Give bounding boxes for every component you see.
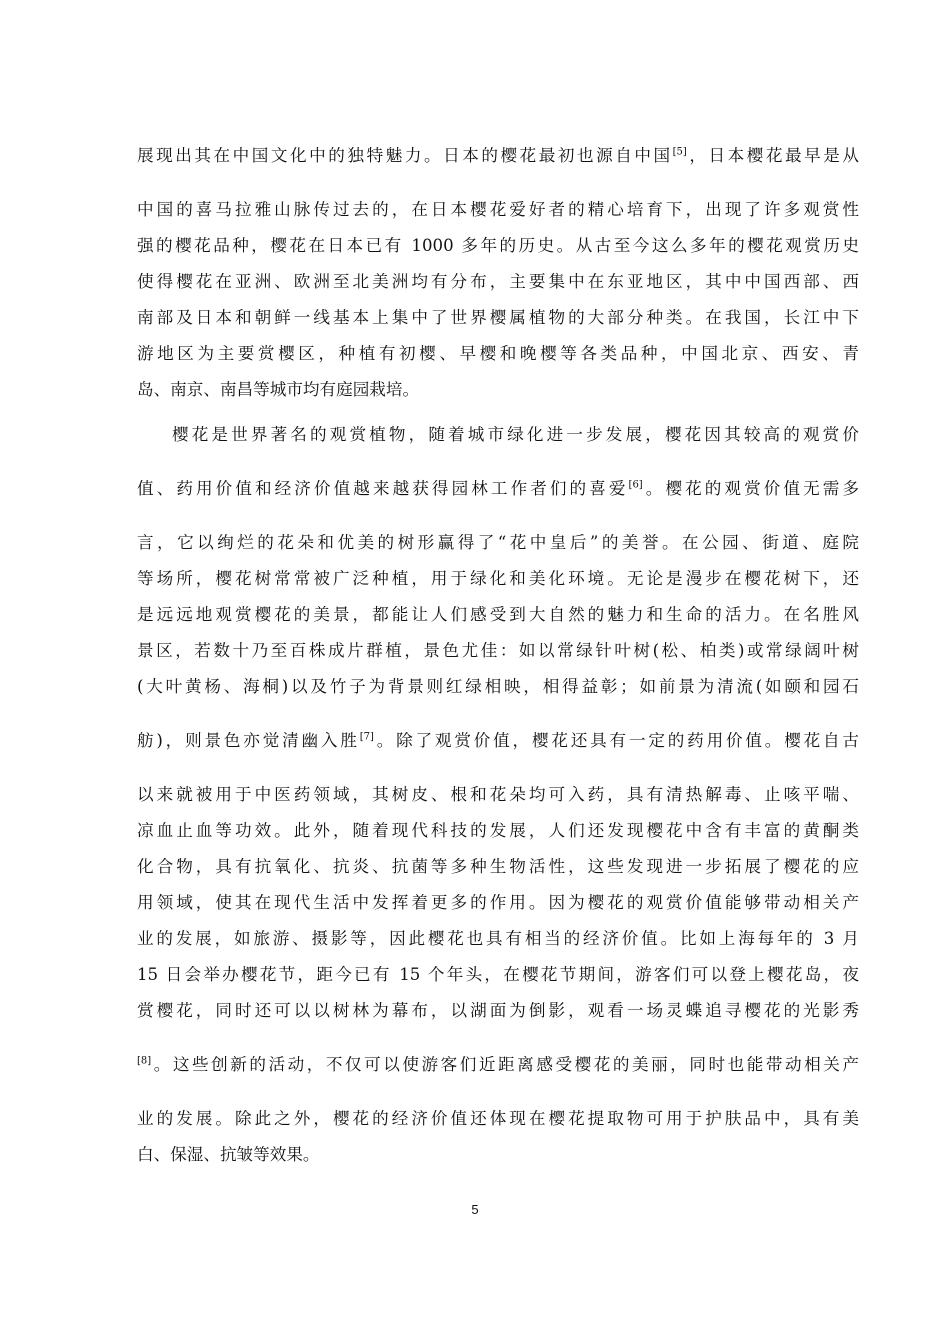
text-line	[137, 198, 859, 222]
text-run: 业的发展。除此之外，樱花的经济价值还体现在樱花提取物可用于护肤品中，具有美	[137, 1109, 859, 1128]
text-run: 游地区为主要赏樱区，种植有初樱、早樱和晚樱等各类品种，中国北京、西安、青	[137, 344, 859, 363]
text-line	[137, 144, 859, 168]
citation-superscript: [8]	[137, 1055, 152, 1067]
text-run: 值、药用价值和经济价值越来越获得园林工作者们的喜爱	[137, 479, 629, 498]
text-line	[137, 1143, 859, 1167]
text-line	[137, 855, 859, 879]
text-run: 凉血止血等功效。此外，随着现代科技的发展，人们还发现樱花中含有丰富的黄酮类	[137, 821, 859, 840]
text-run: 展现出其在中国文化中的独特魅力。日本的樱花最初也源自中国	[137, 146, 673, 165]
text-line	[137, 819, 859, 843]
text-run: 等场所，樱花树常常被广泛种植，用于绿化和美化环境。无论是漫步在樱花树下，还	[137, 569, 859, 588]
text-run: 中国的喜马拉雅山脉传过去的，在日本樱花爱好者的精心培育下，出现了许多观赏性	[137, 200, 859, 219]
text-line	[137, 783, 859, 807]
page-number: 5	[471, 1202, 479, 1217]
text-line	[137, 603, 859, 627]
text-run: 以来就被用于中医药领域，其树皮、根和花朵均可入药，具有清热解毒、止咳平喘、	[137, 785, 859, 804]
text-line	[137, 342, 859, 366]
text-run: 岛、南京、南昌等城市均有庭园栽培。	[137, 380, 420, 399]
text-line	[137, 270, 859, 294]
text-line	[137, 378, 859, 402]
text-run: 。这些创新的活动，不仅可以使游客们近距离感受樱花的美丽，同时也能带动相关产	[151, 1055, 859, 1074]
text-line	[137, 639, 859, 663]
text-line	[137, 567, 859, 591]
text-run: ，日本樱花最早是从	[686, 146, 859, 165]
text-run: 。除了观赏价值，樱花还具有一定的药用价值。樱花自古	[373, 731, 859, 750]
citation-superscript: [6]	[628, 479, 643, 491]
text-run: (大叶黄杨、海桐)以及竹子为背景则红绿相映，相得益彰；如前景为清流(如颐和园石	[137, 677, 859, 696]
text-line	[137, 963, 859, 987]
citation-superscript: [7]	[359, 731, 374, 743]
citation-superscript: [5]	[672, 146, 687, 158]
text-line	[137, 234, 859, 258]
text-run: 。樱花的观赏价值无需多	[642, 479, 859, 498]
text-run: 景区，若数十乃至百株成片群植，景色尤佳：如以常绿针叶树(松、柏类)或常绿阔叶树	[137, 641, 859, 660]
text-line	[137, 999, 859, 1023]
text-run: 言，它以绚烂的花朵和优美的树形赢得了“花中皇后”的美誉。在公园、街道、庭院	[137, 533, 859, 552]
text-line	[137, 1053, 859, 1077]
text-run: 化合物，具有抗氧化、抗炎、抗菌等多种生物活性，这些发现进一步拓展了樱花的应	[137, 857, 859, 876]
text-run: 强的樱花品种，樱花在日本已有 1000 多年的历史。从古至今这么多年的樱花观赏历史	[137, 236, 859, 255]
text-line	[137, 1107, 859, 1131]
text-run: 用领域，使其在现代生活中发挥着更多的作用。因为樱花的观赏价值能够带动相关产	[137, 893, 859, 912]
text-line	[172, 423, 859, 447]
text-run: 是远远地观赏樱花的美景，都能让人们感受到大自然的魅力和生命的活力。在名胜风	[137, 605, 859, 624]
text-run: 赏樱花，同时还可以以树林为幕布，以湖面为倒影，观看一场灵蝶追寻樱花的光影秀	[137, 1001, 859, 1020]
text-run: 南部及日本和朝鲜一线基本上集中了世界樱属植物的大部分种类。在我国，长江中下	[137, 308, 859, 327]
text-line	[137, 729, 859, 753]
text-run: 15 日会举办樱花节，距今已有 15 个年头，在樱花节期间，游客们可以登上樱花岛，夜	[137, 965, 859, 984]
text-run: 使得樱花在亚洲、欧洲至北美洲均有分布，主要集中在东亚地区，其中中国西部、西	[137, 272, 859, 291]
text-line	[137, 891, 859, 915]
text-run: 樱花是世界著名的观赏植物，随着城市绿化进一步发展，樱花因其较高的观赏价	[172, 425, 859, 444]
text-run: 业的发展，如旅游、摄影等，因此樱花也具有相当的经济价值。比如上海每年的 3 月	[137, 929, 859, 948]
text-line	[137, 531, 859, 555]
text-line	[137, 306, 859, 330]
text-run: 舫)，则景色亦觉清幽入胜	[137, 731, 360, 750]
text-line	[137, 927, 859, 951]
text-line	[137, 477, 859, 501]
text-line	[137, 675, 859, 699]
text-run: 白、保湿、抗皱等效果。	[137, 1145, 320, 1164]
